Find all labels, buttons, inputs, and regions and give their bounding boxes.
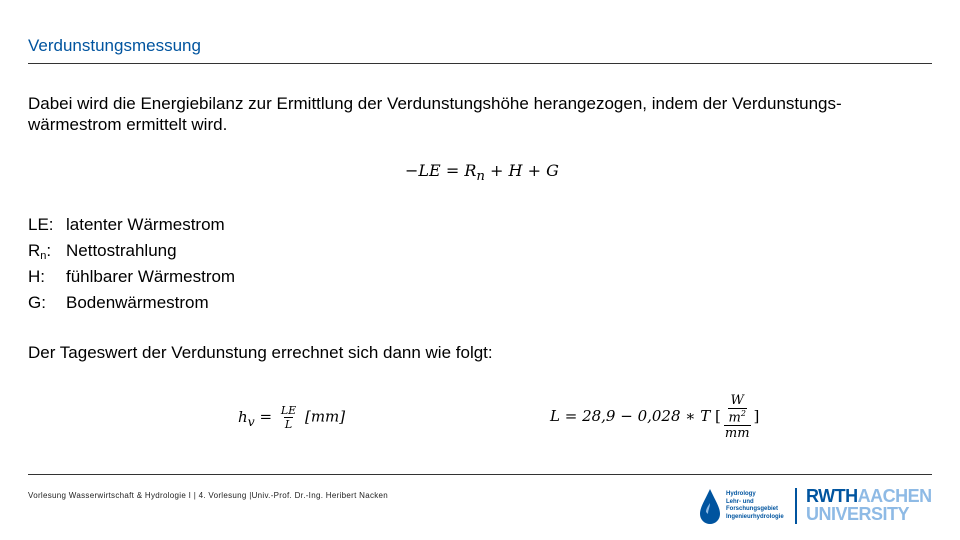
- evaporation-height-equation: $h_v$ = $\frac{LE}{L}$ [mm]: [238, 404, 346, 431]
- definition-value: Bodenwärmestrom: [66, 293, 209, 312]
- daily-value-text: Der Tageswert der Verdunstung errechnet sich dann wie folgt:: [28, 343, 493, 362]
- equation1-rn: $R_n$: [464, 161, 485, 185]
- equation1-lhs: −LE: [405, 161, 441, 180]
- equation1-rest: + H + G: [490, 161, 559, 180]
- title-divider: [28, 63, 932, 64]
- equation2-lhs: $h_v$: [238, 407, 255, 429]
- definition-key: G:: [28, 293, 46, 312]
- water-drop-icon: [699, 488, 721, 524]
- energy-balance-equation: $-LE = R_n + H + G$: [405, 161, 559, 185]
- definition-h: [28, 264, 235, 290]
- hydrology-logo: [699, 488, 784, 524]
- definition-value: fühlbarer Wärmestrom: [66, 267, 236, 286]
- equation3-unit: $\frac{\frac{W}{m^2}}{mm}$: [724, 393, 750, 442]
- definition-value: Nettostrahlung: [66, 241, 177, 260]
- logo-divider: [795, 488, 797, 524]
- definitions-list: [28, 212, 235, 316]
- definition-key: $R_n$:: [28, 240, 52, 262]
- definition-le: [28, 212, 235, 238]
- definition-rn: [28, 238, 235, 264]
- slide-title: Verdunstungsmessung: [28, 36, 201, 55]
- equation2-fraction: $\frac{LE}{L}$: [280, 404, 297, 431]
- footer-lecture-info: Vorlesung Wasserwirtschaft & Hydrologie I | 4. Vorlesung |Univ.-Prof. Dr.-Ing. Heribert Nacken: [28, 491, 389, 500]
- equation3-lhs: L = 28,9 − 0,028 ∗ T: [550, 407, 711, 426]
- intro-paragraph: Dabei wird die Energiebilanz zur Ermittlung der Verdunstungshöhe herangezogen, indem der Verdunstungs-wärmestrom ermittelt wird.: [28, 94, 842, 134]
- definition-value: latenter Wärmestrom: [66, 215, 225, 234]
- footer-divider: [28, 474, 932, 475]
- definition-g: [28, 290, 235, 316]
- equation2-unit: [mm]: [304, 407, 346, 426]
- definition-key: LE:: [28, 215, 54, 234]
- hydrology-logo-text: Hydrology Lehr- und Forschungsgebiet Ingenieurhydrologie: [726, 491, 784, 520]
- latent-heat-equation: L = 28,9 − 0,028 ∗ T [ $\frac{\frac{W}{m^2}}{mm}$ ]: [550, 393, 760, 442]
- definition-key: H:: [28, 267, 45, 286]
- rwth-aachen-logo: RWTHAACHEN UNIVERSITY: [806, 486, 932, 524]
